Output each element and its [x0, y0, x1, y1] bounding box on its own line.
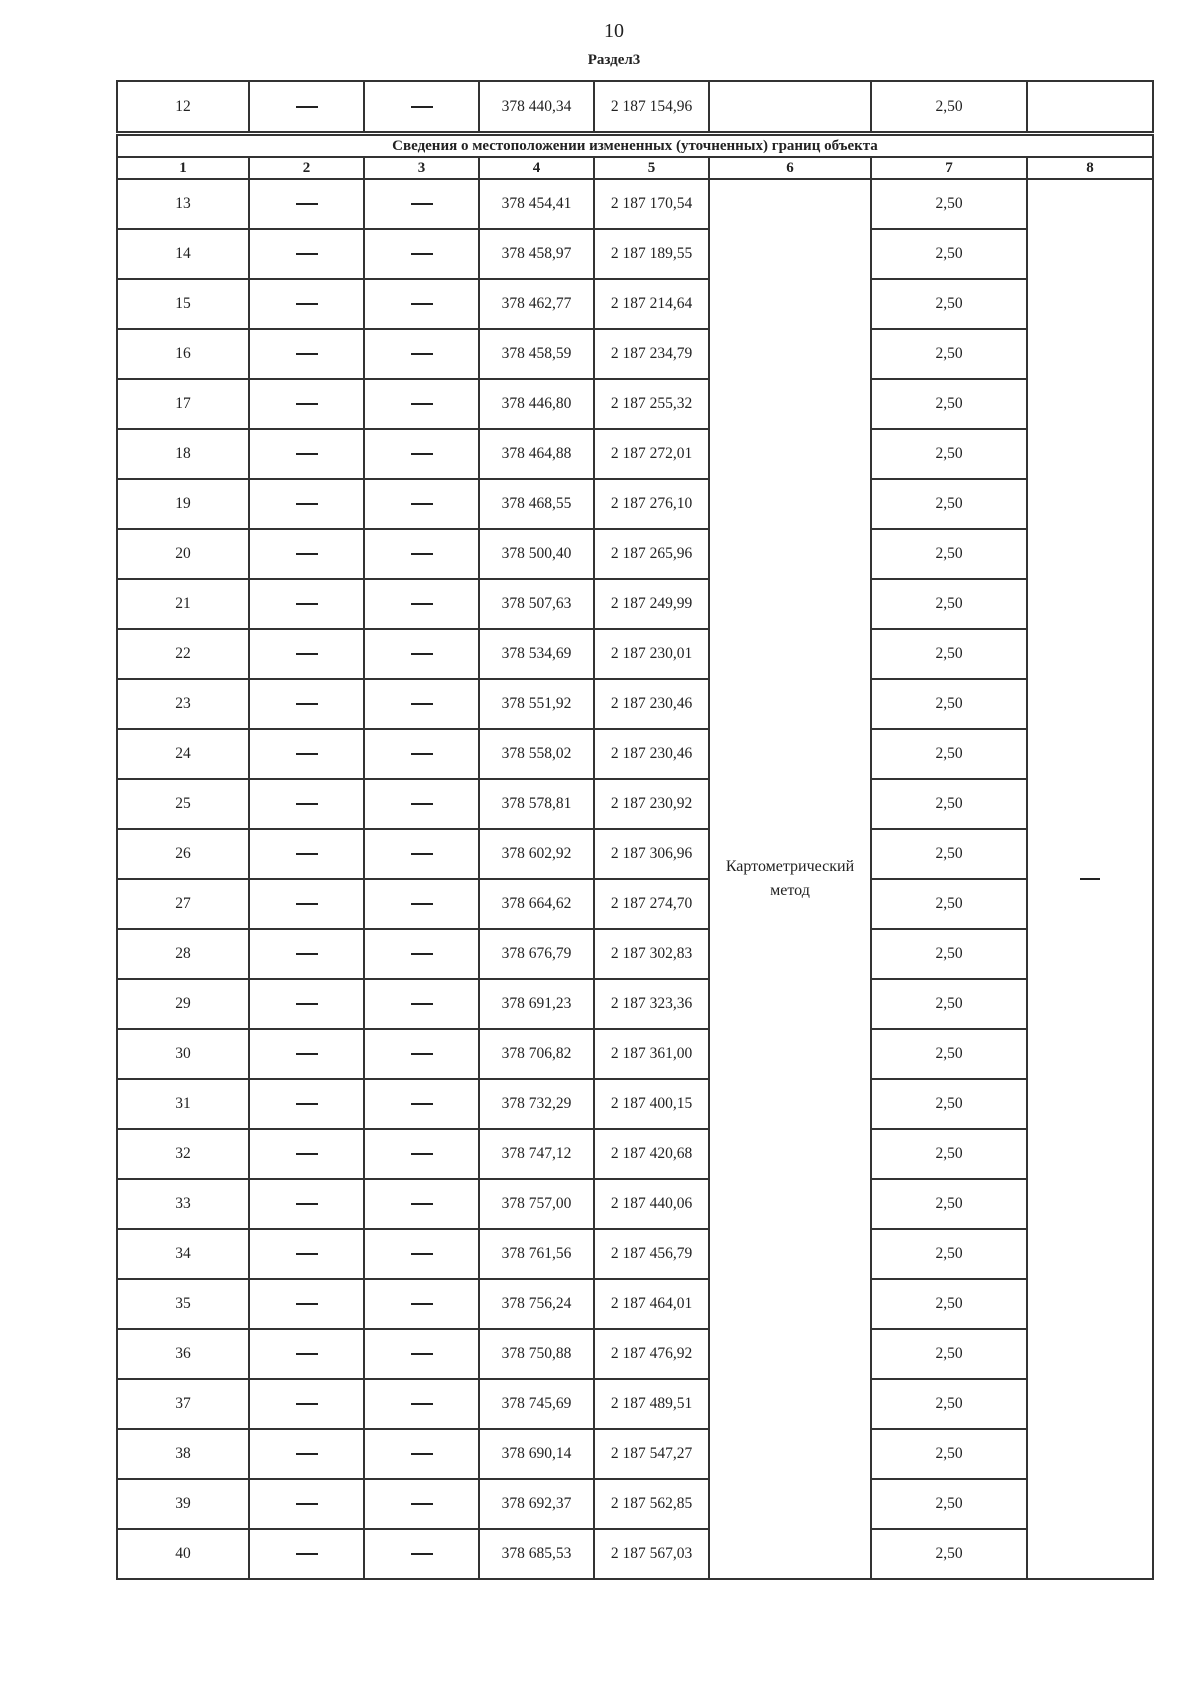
- accuracy-value: 2,50: [871, 779, 1027, 829]
- dash-mark: [296, 803, 318, 805]
- dash-mark: [411, 753, 433, 755]
- y-coordinate: 2 187 476,92: [594, 1329, 709, 1379]
- point-number: 37: [117, 1379, 249, 1429]
- dash-mark: [411, 653, 433, 655]
- accuracy-value: 2,50: [871, 329, 1027, 379]
- x-coordinate: 378 745,69: [479, 1379, 594, 1429]
- x-coordinate: 378 551,92: [479, 679, 594, 729]
- table-row: [117, 81, 1153, 134]
- accuracy-value: 2,50: [871, 729, 1027, 779]
- x-coordinate: 378 761,56: [479, 1229, 594, 1279]
- table-row: [117, 1229, 1153, 1279]
- y-coordinate: 2 187 323,36: [594, 979, 709, 1029]
- column-2-value: [249, 879, 364, 929]
- column-3-value: [364, 1479, 479, 1529]
- point-number: 38: [117, 1429, 249, 1479]
- point-number: 19: [117, 479, 249, 529]
- y-coordinate: 2 187 567,03: [594, 1529, 709, 1579]
- dash-mark: [411, 1253, 433, 1255]
- table-row: [117, 679, 1153, 729]
- x-coordinate: 378 756,24: [479, 1279, 594, 1329]
- dash-mark: [296, 1003, 318, 1005]
- accuracy-value: 2,50: [871, 579, 1027, 629]
- dash-mark: [411, 403, 433, 405]
- table-row: [117, 779, 1153, 829]
- y-coordinate: 2 187 249,99: [594, 579, 709, 629]
- dash-mark: [296, 1253, 318, 1255]
- accuracy-value: 2,50: [871, 879, 1027, 929]
- accuracy-value: 2,50: [871, 1529, 1027, 1579]
- column-2-value: [249, 1029, 364, 1079]
- accuracy-value: 2,50: [871, 1479, 1027, 1529]
- accuracy-value: 2,50: [871, 1379, 1027, 1429]
- point-number: 18: [117, 429, 249, 479]
- dash-mark: [296, 1553, 318, 1555]
- x-coordinate: 378 500,40: [479, 529, 594, 579]
- accuracy-value: 2,50: [871, 829, 1027, 879]
- table-row: [117, 1029, 1153, 1079]
- dash-mark: [296, 1053, 318, 1055]
- accuracy-value: 2,50: [871, 1279, 1027, 1329]
- dash-mark: [296, 203, 318, 205]
- point-number: 27: [117, 879, 249, 929]
- column-3-value: [364, 229, 479, 279]
- column-2-value: [249, 1279, 364, 1329]
- column-2-value: [249, 229, 364, 279]
- dash-mark: [296, 1153, 318, 1155]
- accuracy-value: 2,50: [871, 929, 1027, 979]
- accuracy-value: 2,50: [871, 529, 1027, 579]
- column-3-value: [364, 1429, 479, 1479]
- dash-mark: [411, 1503, 433, 1505]
- dash-mark: [411, 703, 433, 705]
- dash-mark: [296, 553, 318, 555]
- dash-mark: [411, 303, 433, 305]
- table-row: [117, 379, 1153, 429]
- point-number: 32: [117, 1129, 249, 1179]
- dash-mark: [411, 953, 433, 955]
- x-coordinate: 378 706,82: [479, 1029, 594, 1079]
- accuracy-value: 2,50: [871, 81, 1027, 134]
- point-number: 14: [117, 229, 249, 279]
- point-number: 26: [117, 829, 249, 879]
- table-row: [117, 879, 1153, 929]
- point-number: 23: [117, 679, 249, 729]
- column-number: 8: [1027, 157, 1153, 179]
- dash-mark: [411, 1153, 433, 1155]
- table-row: [117, 1429, 1153, 1479]
- point-number: 39: [117, 1479, 249, 1529]
- dash-mark: [411, 1303, 433, 1305]
- accuracy-value: 2,50: [871, 279, 1027, 329]
- y-coordinate: 2 187 489,51: [594, 1379, 709, 1429]
- dash-mark: [296, 303, 318, 305]
- dash-mark: [411, 1053, 433, 1055]
- column-3-value: [364, 529, 479, 579]
- dash-mark: [411, 1203, 433, 1205]
- column-3-value: [364, 1029, 479, 1079]
- x-coordinate: 378 440,34: [479, 81, 594, 134]
- dash-mark: [296, 753, 318, 755]
- x-coordinate: 378 458,97: [479, 229, 594, 279]
- table-row: [117, 1079, 1153, 1129]
- point-number: 20: [117, 529, 249, 579]
- page-number: 10: [604, 20, 624, 42]
- x-coordinate: 378 691,23: [479, 979, 594, 1029]
- y-coordinate: 2 187 170,54: [594, 179, 709, 229]
- dash-mark: [296, 253, 318, 255]
- dash-mark: [296, 503, 318, 505]
- point-number: 16: [117, 329, 249, 379]
- column-2-value: [249, 1079, 364, 1129]
- table-row: [117, 1179, 1153, 1229]
- y-coordinate: 2 187 306,96: [594, 829, 709, 879]
- accuracy-value: 2,50: [871, 1079, 1027, 1129]
- x-coordinate: 378 458,59: [479, 329, 594, 379]
- column-3-value: [364, 279, 479, 329]
- column-3-value: [364, 429, 479, 479]
- column-number: 1: [117, 157, 249, 179]
- column-3-value: [364, 81, 479, 134]
- boundary-points-table: [116, 80, 1154, 1580]
- column-3-value: [364, 879, 479, 929]
- table-row: [117, 829, 1153, 879]
- point-number: 35: [117, 1279, 249, 1329]
- y-coordinate: 2 187 420,68: [594, 1129, 709, 1179]
- y-coordinate: 2 187 265,96: [594, 529, 709, 579]
- column-2-value: [249, 179, 364, 229]
- dash-mark: [411, 1403, 433, 1405]
- dash-mark: [411, 106, 433, 108]
- column-2-value: [249, 429, 364, 479]
- column-3-value: [364, 1379, 479, 1429]
- y-coordinate: 2 187 274,70: [594, 879, 709, 929]
- x-coordinate: 378 757,00: [479, 1179, 594, 1229]
- table-row: [117, 1479, 1153, 1529]
- table-row: [117, 479, 1153, 529]
- column-number: 2: [249, 157, 364, 179]
- y-coordinate: 2 187 361,00: [594, 1029, 709, 1079]
- y-coordinate: 2 187 230,92: [594, 779, 709, 829]
- dash-mark: [411, 1453, 433, 1455]
- dash-mark: [411, 503, 433, 505]
- column-numbers-row: [117, 157, 1153, 179]
- point-number: 40: [117, 1529, 249, 1579]
- table-row: [117, 729, 1153, 779]
- point-number: 31: [117, 1079, 249, 1129]
- accuracy-value: 2,50: [871, 679, 1027, 729]
- accuracy-value: 2,50: [871, 429, 1027, 479]
- dash-mark: [296, 106, 318, 108]
- column-3-value: [364, 929, 479, 979]
- y-coordinate: 2 187 214,64: [594, 279, 709, 329]
- y-coordinate: 2 187 255,32: [594, 379, 709, 429]
- table-row: [117, 329, 1153, 379]
- x-coordinate: 378 578,81: [479, 779, 594, 829]
- table-caption: Сведения о местоположении измененных (уточненных) границ объекта: [117, 134, 1153, 158]
- column-2-value: [249, 81, 364, 134]
- accuracy-value: 2,50: [871, 1129, 1027, 1179]
- column-2-value: [249, 1179, 364, 1229]
- y-coordinate: 2 187 230,46: [594, 729, 709, 779]
- column-number: 4: [479, 157, 594, 179]
- x-coordinate: 378 750,88: [479, 1329, 594, 1379]
- column-3-value: [364, 679, 479, 729]
- accuracy-value: 2,50: [871, 1179, 1027, 1229]
- point-number: 22: [117, 629, 249, 679]
- dash-mark: [411, 1553, 433, 1555]
- x-coordinate: 378 690,14: [479, 1429, 594, 1479]
- column-number: 7: [871, 157, 1027, 179]
- x-coordinate: 378 468,55: [479, 479, 594, 529]
- column-2-value: [249, 979, 364, 1029]
- column-3-value: [364, 1279, 479, 1329]
- point-number: 28: [117, 929, 249, 979]
- column-3-value: [364, 1329, 479, 1379]
- column-3-value: [364, 579, 479, 629]
- column-2-value: [249, 329, 364, 379]
- point-number: 15: [117, 279, 249, 329]
- y-coordinate: 2 187 302,83: [594, 929, 709, 979]
- accuracy-value: 2,50: [871, 229, 1027, 279]
- dash-mark: [296, 953, 318, 955]
- dash-mark: [296, 1353, 318, 1355]
- accuracy-value: 2,50: [871, 1329, 1027, 1379]
- table-caption-row: [117, 134, 1153, 158]
- column-2-value: [249, 1129, 364, 1179]
- accuracy-value: 2,50: [871, 1229, 1027, 1279]
- y-coordinate: 2 187 440,06: [594, 1179, 709, 1229]
- column-3-value: [364, 1129, 479, 1179]
- point-number: 34: [117, 1229, 249, 1279]
- x-coordinate: 378 464,88: [479, 429, 594, 479]
- y-coordinate: 2 187 230,46: [594, 679, 709, 729]
- column-3-value: [364, 1229, 479, 1279]
- dash-mark: [296, 1203, 318, 1205]
- dash-mark: [411, 353, 433, 355]
- point-number: 12: [117, 81, 249, 134]
- column-2-value: [249, 279, 364, 329]
- accuracy-value: 2,50: [871, 1029, 1027, 1079]
- x-coordinate: 378 664,62: [479, 879, 594, 929]
- point-number: 21: [117, 579, 249, 629]
- y-coordinate: 2 187 562,85: [594, 1479, 709, 1529]
- column-3-value: [364, 1079, 479, 1129]
- point-number: 25: [117, 779, 249, 829]
- column-2-value: [249, 679, 364, 729]
- dash-mark: [296, 1103, 318, 1105]
- dash-mark: [296, 853, 318, 855]
- dash-mark: [296, 1503, 318, 1505]
- column-2-value: [249, 929, 364, 979]
- table-row: [117, 929, 1153, 979]
- table-row: [117, 629, 1153, 679]
- section-title: Раздел3: [587, 52, 641, 68]
- table-row: [117, 529, 1153, 579]
- table-row: [117, 979, 1153, 1029]
- y-coordinate: 2 187 456,79: [594, 1229, 709, 1279]
- column-2-value: [249, 529, 364, 579]
- x-coordinate: 378 676,79: [479, 929, 594, 979]
- dash-mark: [411, 1003, 433, 1005]
- accuracy-value: 2,50: [871, 1429, 1027, 1479]
- column-2-value: [249, 579, 364, 629]
- column-2-value: [249, 1229, 364, 1279]
- table-row: [117, 429, 1153, 479]
- x-coordinate: 378 462,77: [479, 279, 594, 329]
- accuracy-value: 2,50: [871, 479, 1027, 529]
- column-number: 3: [364, 157, 479, 179]
- dash-mark: [296, 1403, 318, 1405]
- y-coordinate: 2 187 400,15: [594, 1079, 709, 1129]
- dash-mark: [296, 603, 318, 605]
- dash-mark: [411, 553, 433, 555]
- table-row: [117, 1329, 1153, 1379]
- column-2-value: [249, 479, 364, 529]
- dash-mark: [1080, 878, 1100, 880]
- method-cell: Картометрический метод: [709, 179, 871, 1579]
- dash-mark: [411, 803, 433, 805]
- x-coordinate: 378 602,92: [479, 829, 594, 879]
- accuracy-value: 2,50: [871, 979, 1027, 1029]
- y-coordinate: 2 187 234,79: [594, 329, 709, 379]
- column-3-value: [364, 179, 479, 229]
- column-2-value: [249, 1329, 364, 1379]
- x-coordinate: 378 747,12: [479, 1129, 594, 1179]
- point-number: 30: [117, 1029, 249, 1079]
- column-3-value: [364, 1529, 479, 1579]
- table-row: [117, 579, 1153, 629]
- table-row: [117, 1379, 1153, 1429]
- point-number: 17: [117, 379, 249, 429]
- y-coordinate: 2 187 547,27: [594, 1429, 709, 1479]
- accuracy-value: 2,50: [871, 379, 1027, 429]
- dash-mark: [411, 203, 433, 205]
- column-number: 5: [594, 157, 709, 179]
- column-3-value: [364, 1179, 479, 1229]
- dash-mark: [411, 1353, 433, 1355]
- point-number: 29: [117, 979, 249, 1029]
- dash-mark: [411, 1103, 433, 1105]
- column-2-value: [249, 629, 364, 679]
- column-2-value: [249, 1379, 364, 1429]
- table-row: [117, 1129, 1153, 1179]
- accuracy-value: 2,50: [871, 629, 1027, 679]
- table-row: [117, 1529, 1153, 1579]
- column-2-value: [249, 1529, 364, 1579]
- dash-mark: [296, 403, 318, 405]
- dash-mark: [296, 1453, 318, 1455]
- x-coordinate: 378 732,29: [479, 1079, 594, 1129]
- column-3-value: [364, 779, 479, 829]
- column-3-value: [364, 329, 479, 379]
- x-coordinate: 378 685,53: [479, 1529, 594, 1579]
- table-row: [117, 179, 1153, 229]
- y-coordinate: 2 187 189,55: [594, 229, 709, 279]
- y-coordinate: 2 187 154,96: [594, 81, 709, 134]
- point-number: 24: [117, 729, 249, 779]
- column-3-value: [364, 979, 479, 1029]
- x-coordinate: 378 454,41: [479, 179, 594, 229]
- dash-mark: [411, 453, 433, 455]
- dash-mark: [411, 853, 433, 855]
- accuracy-value: 2,50: [871, 179, 1027, 229]
- table-row: [117, 279, 1153, 329]
- column-8-value: [1027, 81, 1153, 134]
- dash-mark: [296, 353, 318, 355]
- dash-mark: [411, 603, 433, 605]
- dash-mark: [296, 653, 318, 655]
- y-coordinate: 2 187 464,01: [594, 1279, 709, 1329]
- x-coordinate: 378 558,02: [479, 729, 594, 779]
- dash-mark: [296, 453, 318, 455]
- x-coordinate: 378 692,37: [479, 1479, 594, 1529]
- column-number: 6: [709, 157, 871, 179]
- column-2-value: [249, 379, 364, 429]
- column-3-value: [364, 479, 479, 529]
- y-coordinate: 2 187 272,01: [594, 429, 709, 479]
- column-3-value: [364, 379, 479, 429]
- column-3-value: [364, 729, 479, 779]
- column-3-value: [364, 629, 479, 679]
- column-2-value: [249, 779, 364, 829]
- x-coordinate: 378 446,80: [479, 379, 594, 429]
- column-2-value: [249, 829, 364, 879]
- point-number: 36: [117, 1329, 249, 1379]
- dash-mark: [411, 903, 433, 905]
- table-row: [117, 1279, 1153, 1329]
- dash-mark: [296, 1303, 318, 1305]
- x-coordinate: 378 534,69: [479, 629, 594, 679]
- table-row: [117, 229, 1153, 279]
- y-coordinate: 2 187 230,01: [594, 629, 709, 679]
- column-3-value: [364, 829, 479, 879]
- column-2-value: [249, 729, 364, 779]
- dash-mark: [411, 253, 433, 255]
- dash-mark: [296, 903, 318, 905]
- y-coordinate: 2 187 276,10: [594, 479, 709, 529]
- column-2-value: [249, 1429, 364, 1479]
- point-number: 33: [117, 1179, 249, 1229]
- dash-mark: [296, 703, 318, 705]
- column-2-value: [249, 1479, 364, 1529]
- method-cell: [709, 81, 871, 134]
- x-coordinate: 378 507,63: [479, 579, 594, 629]
- column-8-value: [1027, 179, 1153, 1579]
- point-number: 13: [117, 179, 249, 229]
